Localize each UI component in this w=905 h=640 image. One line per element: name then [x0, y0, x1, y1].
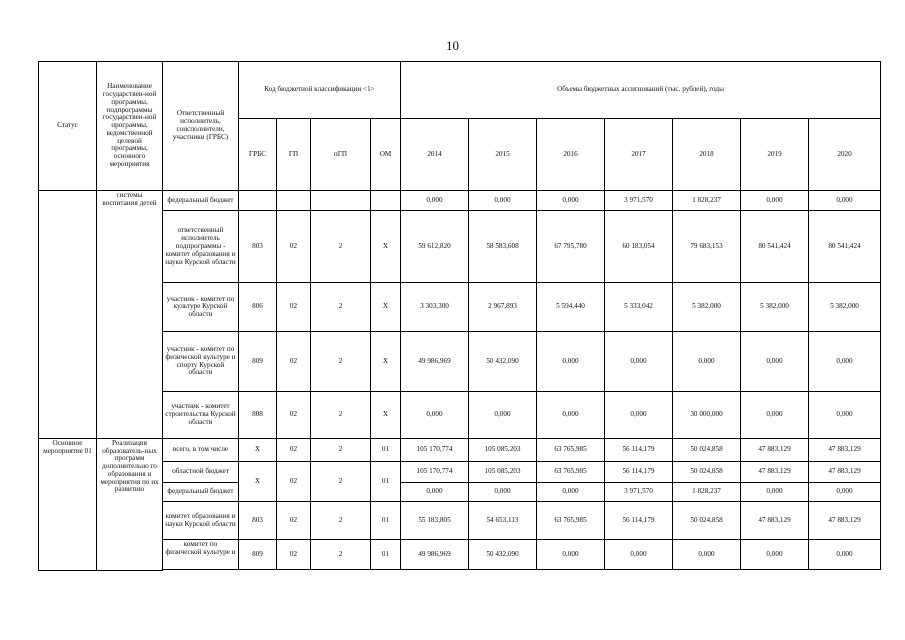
table-row [39, 482, 881, 501]
table-row [39, 332, 881, 392]
value-cell: 0,000 [741, 392, 809, 439]
value-cell: 0,000 [809, 332, 881, 392]
value-cell: 5 333,042 [605, 283, 673, 332]
block2-name: Реализация образователь-ных программ дополнительно го образования и мероприятия по их развитию [97, 438, 163, 570]
grbs-cell: 809 [239, 332, 277, 392]
value-cell: 0,000 [809, 191, 881, 211]
value-cell: 0,000 [809, 392, 881, 439]
value-cell: 63 765,985 [537, 462, 605, 482]
value-cell: 0,000 [537, 540, 605, 569]
header-year: 2018 [673, 118, 741, 190]
value-cell: 54 653,113 [469, 501, 537, 540]
header-budget-code: Код бюджетной классификации <1> [239, 62, 401, 119]
header-year: 2016 [537, 118, 605, 190]
om-cell: X [371, 283, 401, 332]
table-row [39, 438, 881, 461]
responsible-cell: комитет по физической культуре и [163, 540, 239, 569]
value-cell: 60 183,054 [605, 211, 673, 283]
pgp-cell: 2 [311, 501, 371, 540]
grbs-cell: 803 [239, 501, 277, 540]
page-number: 10 [446, 38, 459, 53]
grbs-cell: 809 [239, 540, 277, 569]
value-cell: 50 432,090 [469, 332, 537, 392]
value-cell: 0,000 [741, 540, 809, 569]
header-status: Статус [39, 62, 97, 191]
value-cell: 50 024,858 [673, 462, 741, 482]
value-cell: 3 971,570 [605, 482, 673, 501]
gp-cell: 02 [277, 438, 311, 461]
value-cell: 63 765,985 [537, 438, 605, 461]
responsible-cell: ответственный исполнитель подпрограммы - комитет образования и науки Курской области [163, 211, 239, 283]
responsible-cell: федеральный бюджет [163, 482, 239, 501]
responsible-cell: всего, в том числе [163, 438, 239, 461]
value-cell: 1 828,237 [673, 191, 741, 211]
gp-cell: 02 [277, 283, 311, 332]
value-cell: 30 000,000 [673, 392, 741, 439]
value-cell: 0,000 [741, 482, 809, 501]
om-cell: 01 [371, 501, 401, 540]
header-year: 2015 [469, 118, 537, 190]
value-cell: 3 303,300 [401, 283, 469, 332]
pgp-cell: 2 [311, 211, 371, 283]
value-cell: 63 765,985 [537, 501, 605, 540]
header-year: 2020 [809, 118, 881, 190]
value-cell: 5 382,000 [741, 283, 809, 332]
value-cell: 105 085,203 [469, 462, 537, 482]
value-cell: 80 541,424 [809, 211, 881, 283]
gp-cell: 02 [277, 540, 311, 569]
value-cell: 1 828,237 [673, 482, 741, 501]
value-cell: 0,000 [809, 540, 881, 569]
table-row [39, 540, 881, 569]
pgp-cell: 2 [311, 332, 371, 392]
pgp-cell: 2 [311, 438, 371, 461]
value-cell: 0,000 [673, 332, 741, 392]
pgp-cell: 2 [311, 283, 371, 332]
grbs-cell: 803 [239, 211, 277, 283]
value-cell: 0,000 [401, 482, 469, 501]
om-cell: X [371, 392, 401, 439]
table-row [39, 462, 881, 482]
header-year: 2019 [741, 118, 809, 190]
value-cell: 0,000 [605, 392, 673, 439]
value-cell: 55 183,805 [401, 501, 469, 540]
om-cell [371, 191, 401, 211]
value-cell: 0,000 [605, 332, 673, 392]
block1-name: системы воспитания детей [97, 191, 163, 439]
value-cell: 49 986,969 [401, 540, 469, 569]
table-row-spacer [39, 569, 881, 570]
grbs-cell: 806 [239, 283, 277, 332]
header-responsible: Ответственный исполнитель, соисполнители, участники (ГРБС) [163, 62, 239, 191]
table-row [39, 211, 881, 283]
pgp-cell: 2 [311, 392, 371, 439]
value-cell: 0,000 [741, 332, 809, 392]
value-cell: 5 594,440 [537, 283, 605, 332]
value-cell: 50 024,858 [673, 501, 741, 540]
value-cell: 58 583,608 [469, 211, 537, 283]
grbs-cell: 808 [239, 392, 277, 439]
value-cell: 0,000 [469, 191, 537, 211]
value-cell: 105 170,774 [401, 462, 469, 482]
header-grbs: ГРБС [239, 118, 277, 190]
value-cell: 67 795,780 [537, 211, 605, 283]
header-row-1 [39, 62, 881, 119]
value-cell: 0,000 [809, 482, 881, 501]
gp-cell [277, 191, 311, 211]
responsible-cell: комитет образования и науки Курской области [163, 501, 239, 540]
value-cell: 0,000 [537, 482, 605, 501]
value-cell: 79 683,153 [673, 211, 741, 283]
responsible-cell: участник - комитет строительства Курской области [163, 392, 239, 439]
value-cell: 50 024,858 [673, 438, 741, 461]
responsible-cell: участник - комитет по культуре Курской области [163, 283, 239, 332]
pgp-cell: 2 [311, 462, 371, 502]
value-cell: 47 883,129 [741, 462, 809, 482]
value-cell: 0,000 [401, 191, 469, 211]
header-gp: ГП [277, 118, 311, 190]
block2-status: Основное мероприятие 01 [39, 438, 97, 570]
value-cell: 3 971,570 [605, 191, 673, 211]
responsible-cell: федеральный бюджет [163, 191, 239, 211]
grbs-cell [239, 191, 277, 211]
value-cell: 47 883,129 [741, 438, 809, 461]
value-cell: 50 432,090 [469, 540, 537, 569]
header-pgp: пГП [311, 118, 371, 190]
value-cell: 0,000 [401, 392, 469, 439]
value-cell: 56 114,179 [605, 462, 673, 482]
header-name: Наименование государствен-ной программы, подпрограммы государствен-ной программы, ведомственной целевой программы, основного мероприятия [97, 62, 163, 191]
gp-cell: 02 [277, 332, 311, 392]
table-row [39, 191, 881, 211]
value-cell: 0,000 [469, 482, 537, 501]
value-cell: 5 382,000 [673, 283, 741, 332]
table-row [39, 392, 881, 439]
value-cell: 47 883,129 [809, 501, 881, 540]
value-cell: 47 883,129 [809, 462, 881, 482]
budget-table [38, 61, 881, 571]
value-cell: 0,000 [741, 191, 809, 211]
value-cell: 47 883,129 [741, 501, 809, 540]
table-row [39, 283, 881, 332]
header-year: 2014 [401, 118, 469, 190]
value-cell: 0,000 [469, 392, 537, 439]
pgp-cell [311, 191, 371, 211]
value-cell: 49 986,969 [401, 332, 469, 392]
om-cell: X [371, 211, 401, 283]
value-cell: 5 382,000 [809, 283, 881, 332]
responsible-cell: областной бюджет [163, 462, 239, 482]
om-cell: 01 [371, 438, 401, 461]
header-volumes: Объемы бюджетных ассигнований (тыс. рублей), годы [401, 62, 881, 119]
grbs-cell: X [239, 438, 277, 461]
value-cell: 59 612,820 [401, 211, 469, 283]
value-cell: 0,000 [537, 191, 605, 211]
om-cell: 01 [371, 462, 401, 502]
value-cell: 0,000 [537, 332, 605, 392]
gp-cell: 02 [277, 211, 311, 283]
gp-cell: 02 [277, 392, 311, 439]
value-cell: 56 114,179 [605, 501, 673, 540]
header-om: ОМ [371, 118, 401, 190]
value-cell: 47 883,129 [809, 438, 881, 461]
block1-status [39, 191, 97, 439]
om-cell: X [371, 332, 401, 392]
responsible-cell: участник - комитет по физической культуре и спорту Курской области [163, 332, 239, 392]
header-year: 2017 [605, 118, 673, 190]
value-cell: 0,000 [605, 540, 673, 569]
value-cell: 105 085,203 [469, 438, 537, 461]
om-cell: 01 [371, 540, 401, 569]
gp-cell: 02 [277, 501, 311, 540]
value-cell: 0,000 [673, 540, 741, 569]
table-row [39, 501, 881, 540]
grbs-cell: X [239, 462, 277, 502]
value-cell: 80 541,424 [741, 211, 809, 283]
value-cell: 105 170,774 [401, 438, 469, 461]
gp-cell: 02 [277, 462, 311, 502]
spacer-cell [163, 569, 881, 570]
value-cell: 0,000 [537, 392, 605, 439]
pgp-cell: 2 [311, 540, 371, 569]
value-cell: 2 967,893 [469, 283, 537, 332]
value-cell: 56 114,179 [605, 438, 673, 461]
